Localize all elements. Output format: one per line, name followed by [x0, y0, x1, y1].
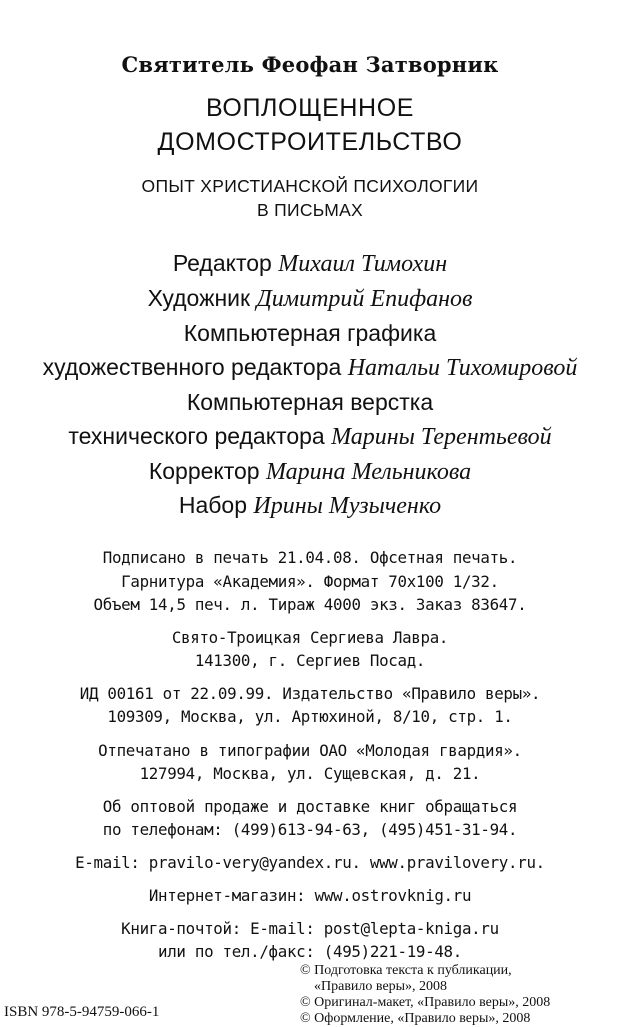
credit-art-editor [0, 354, 620, 382]
imprint-line: 127994, Москва, ул. Сущевская, д. 21. [139, 764, 481, 783]
credit-tech-editor [0, 423, 620, 451]
copyright-line: «Правило веры», 2008 [314, 979, 448, 994]
credit-role: Набор [178, 492, 247, 518]
imprint-line: Об оптовой продаже и доставке книг обращаться [102, 797, 518, 816]
imprint-line: 109309, Москва, ул. Артюхиной, 8/10, стр. 1. [107, 707, 513, 726]
credit-graphics [0, 320, 620, 347]
credit-role: художественного редактора [42, 354, 342, 380]
credit-role: Художник [147, 285, 251, 311]
imprint-line: Подписано в печать 21.04.08. Офсетная печать. [102, 548, 518, 567]
credit-name: Димитрий Епифанов [256, 286, 473, 312]
credit-proofreader [0, 458, 620, 486]
imprint-line: Отпечатано в типографии ОАО «Молодая гвардия». [98, 741, 522, 760]
credit-role: Компьютерная верстка [186, 389, 434, 415]
credit-role: Корректор [148, 458, 260, 484]
imprint-line: или по тел./факс: (495)221-19-48. [158, 942, 462, 961]
copyright-line: © Оформление, «Правило веры», 2008 [300, 1011, 531, 1026]
credit-name: Ирины Музыченко [253, 493, 442, 519]
copyright-line: © Оригинал-макет, «Правило веры», 2008 [300, 995, 551, 1010]
credit-name: Натальи Тихомировой [347, 355, 578, 381]
credit-artist [0, 285, 620, 313]
imprint-line: Свято-Троицкая Сергиева Лавра. [171, 628, 449, 647]
credit-role: технического редактора [68, 423, 325, 449]
credit-role: Редактор [172, 250, 272, 276]
imprint-line: Гарнитура «Академия». Формат 70х100 1/32. [121, 572, 499, 591]
credit-editor [0, 250, 620, 278]
imprint-line: по телефонам: (499)613-94-63, (495)451-31-94. [102, 820, 518, 839]
copyright-line: © Подготовка текста к публикации, [300, 963, 512, 978]
book-title-line-1: ВОПЛОЩЕННОЕ [205, 94, 415, 122]
credit-typesetting [0, 492, 620, 520]
imprint-line: Книга-почтой: E-mail: post@lepta-kniga.ru [121, 919, 499, 938]
imprint-line: Интернет-магазин: www.ostrovknig.ru [148, 886, 472, 905]
book-title-line-2: ДОМОСТРОИТЕЛЬСТВО [157, 128, 463, 156]
credit-name: Марина Мельникова [266, 459, 472, 485]
credit-name: Марины Терентьевой [331, 424, 552, 450]
imprint-line: Объем 14,5 печ. л. Тираж 4000 экз. Заказ 83647. [93, 595, 527, 614]
subtitle-line-2: В ПИСЬМАХ [256, 200, 364, 220]
author-name: Святитель Феофан Затворник [121, 52, 499, 77]
credit-role: Компьютерная графика [183, 320, 437, 346]
imprint-line: ИД 00161 от 22.09.99. Издательство «Правило веры». [79, 684, 541, 703]
subtitle-line-1: ОПЫТ ХРИСТИАНСКОЙ ПСИХОЛОГИИ [141, 176, 479, 196]
imprint-line: 141300, г. Сергиев Посад. [194, 651, 426, 670]
credit-layout [0, 389, 620, 416]
imprint-line: E-mail: pravilo-very@yandex.ru. www.pravilovery.ru. [75, 853, 545, 872]
isbn: ISBN 978-5-94759-066-1 [4, 1004, 160, 1020]
credit-name: Михаил Тимохин [278, 251, 448, 277]
